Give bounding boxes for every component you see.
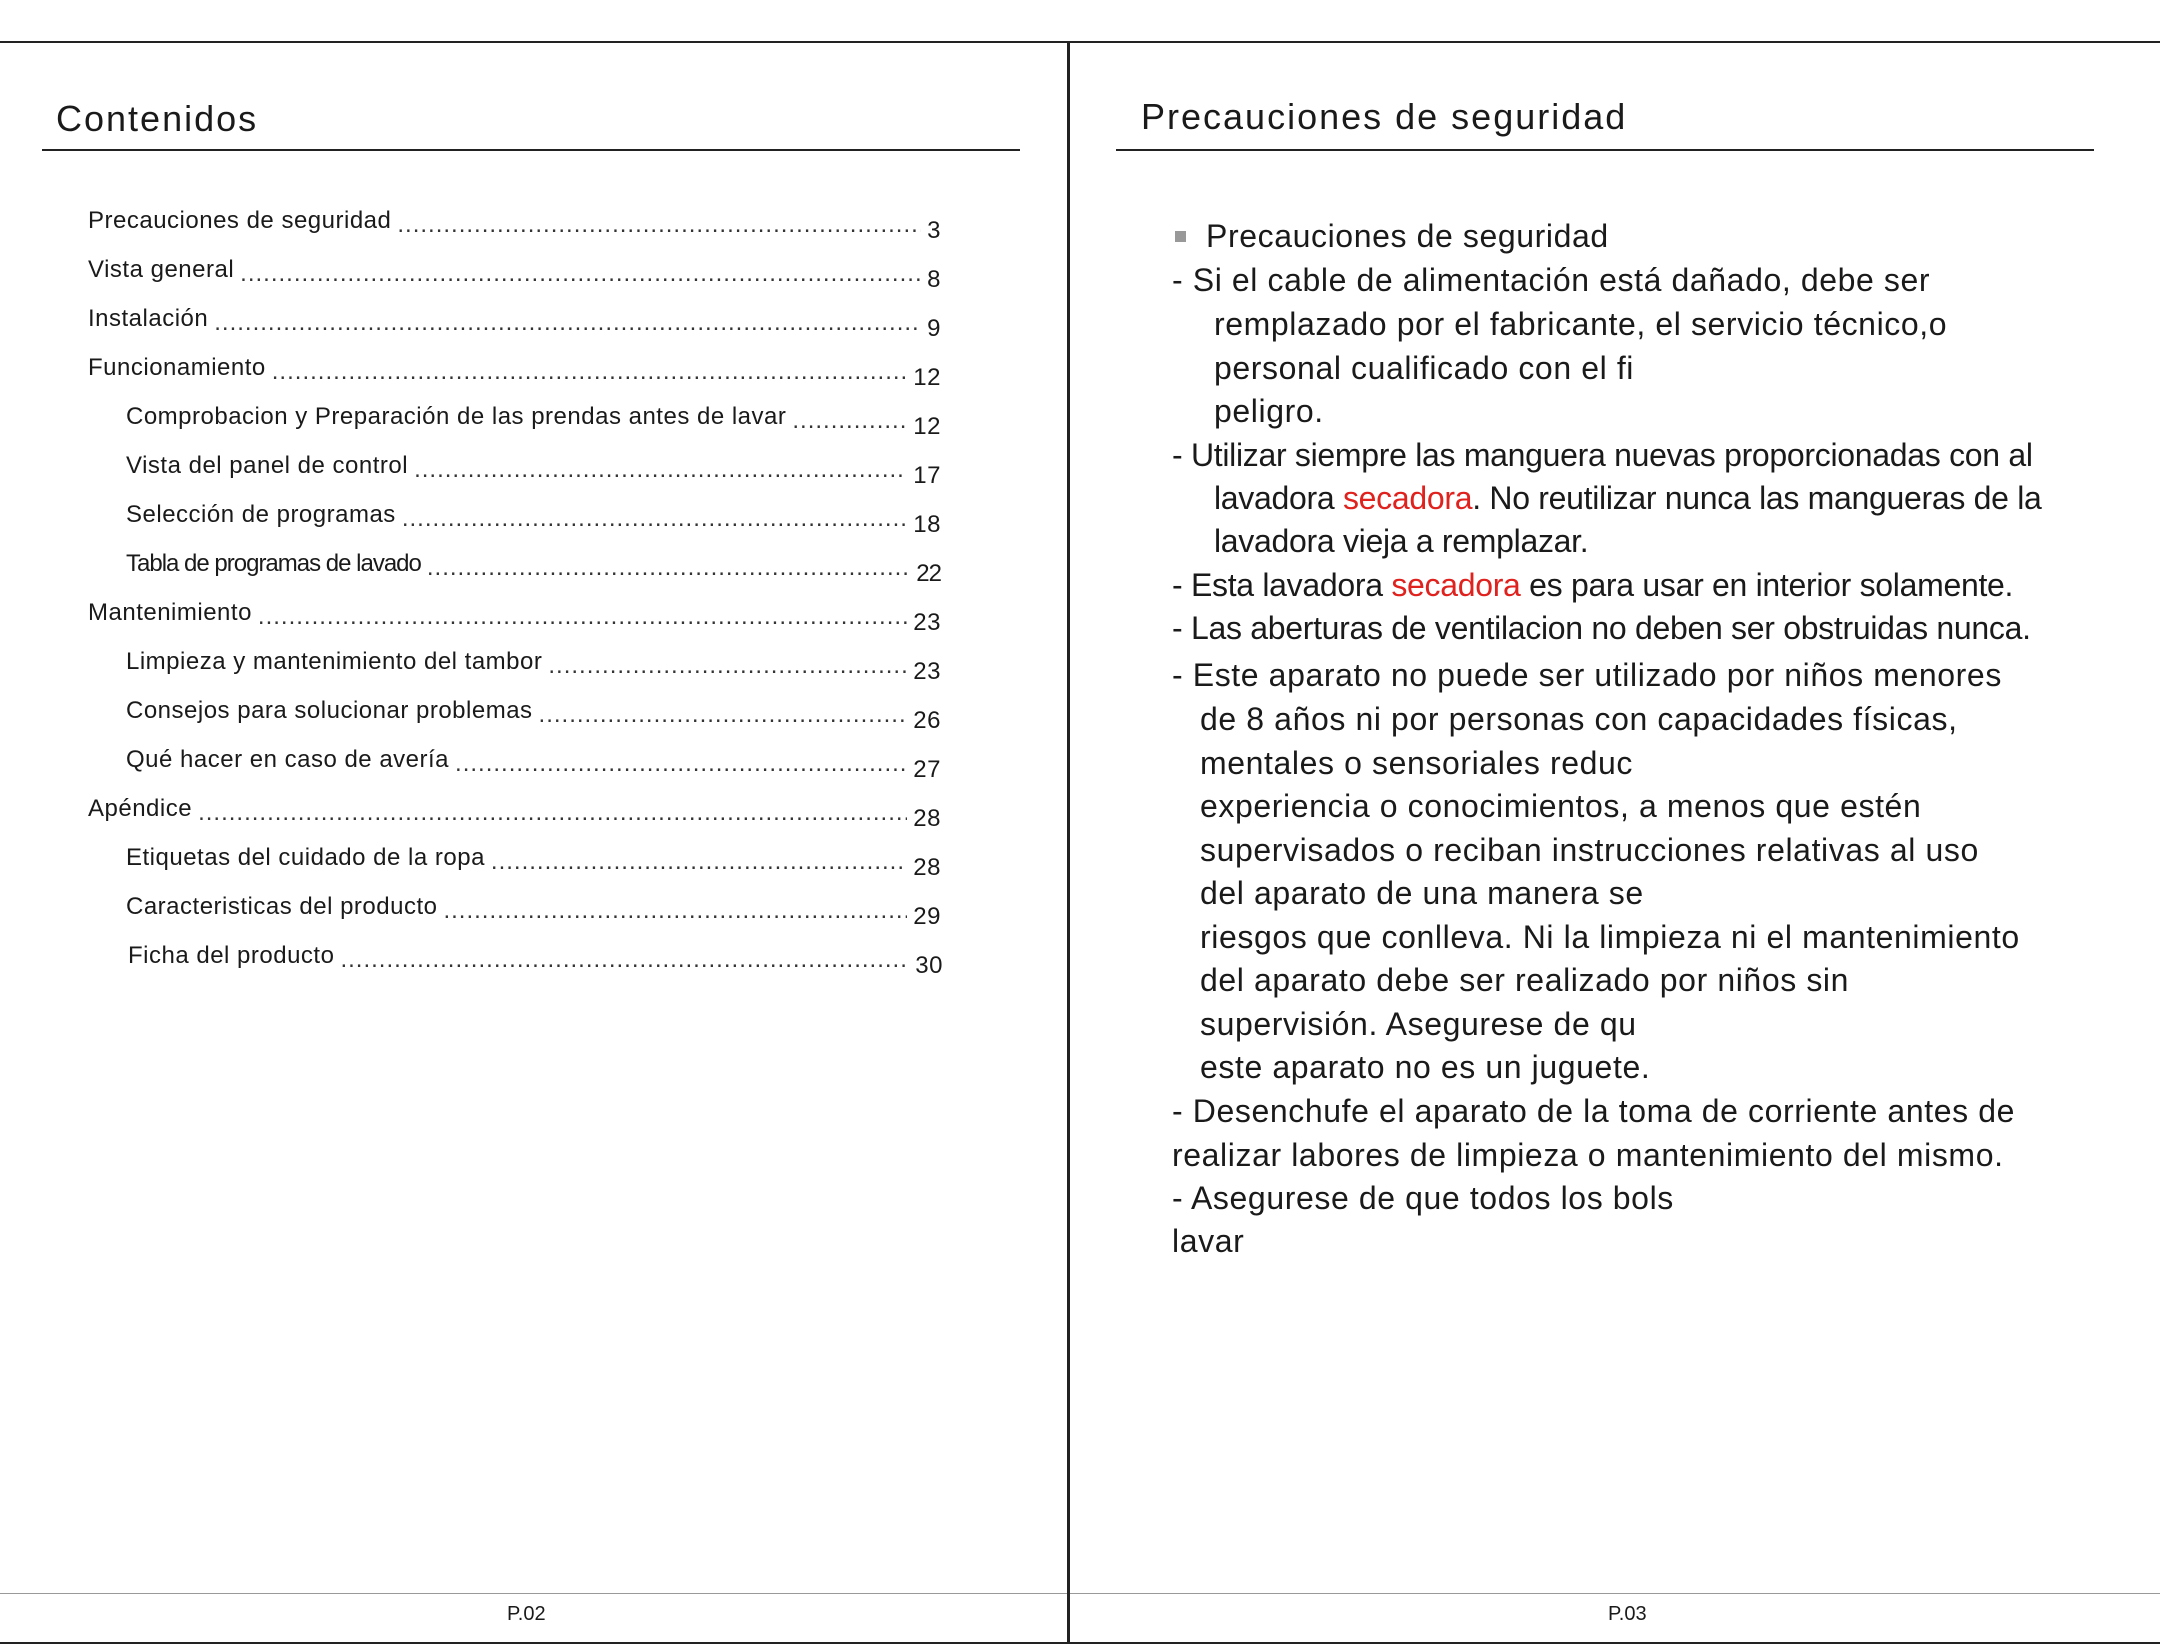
contents-underline [42,149,1020,151]
toc-page-number: 17 [913,462,941,489]
toc-page-number: 28 [913,805,941,832]
toc-leader [402,505,907,533]
toc-entry[interactable] [88,795,941,832]
toc-entry[interactable] [88,354,941,391]
toc-label: Apéndice [88,795,193,822]
text-run: - Esta lavadora [1172,567,1392,603]
toc-page-number: 27 [913,756,941,783]
toc-page-number: 3 [927,217,941,244]
toc-entry[interactable] [126,746,941,783]
text-line: experiencia o conocimientos, a menos que estén [1200,788,1922,824]
text-line [1172,567,2013,604]
toc-label: Instalación [88,305,209,332]
toc-leader [397,211,921,239]
toc-label: Comprobacion y Preparación de las prendas antes de lavar [126,403,787,430]
text-line: del aparato de una manera se [1200,875,1644,911]
top-rule [0,41,2160,43]
toc-leader [340,946,909,974]
toc-leader [491,848,907,876]
text-line: - Desenchufe el aparato de la toma de corriente antes de [1172,1093,2015,1129]
text-line: - Asegurese de que todos los bols [1172,1180,1674,1216]
text-line: este aparato no es un juguete. [1200,1049,1651,1085]
toc-entry[interactable] [88,256,941,293]
toc-page-number: 26 [913,707,941,734]
text-line: del aparato debe ser realizado por niños sin [1200,962,1850,998]
safety-heading: Precauciones de seguridad [1141,96,1628,137]
toc-label: Vista del panel de control [126,452,409,479]
toc-entry[interactable] [88,305,941,342]
text-run: es para usar en interior solamente. [1520,567,2014,603]
text-line: supervisión. Asegurese de qu [1200,1006,1637,1042]
toc-page-number: 12 [913,364,941,391]
toc-label: Etiquetas del cuidado de la ropa [126,844,485,871]
text-line: - Este aparato no puede ser utilizado por niños menores [1172,657,2002,693]
toc-label: Caracteristicas del producto [126,893,438,920]
page-divider [1067,42,1070,1643]
toc-entry[interactable] [126,648,941,685]
toc-leader [414,456,907,484]
toc-page-number: 23 [913,609,941,636]
toc-entry[interactable] [126,893,941,930]
toc-leader [443,897,907,925]
text-line: remplazado por el fabricante, el servicio técnico,o [1214,306,1948,342]
contents-heading: Contenidos [56,98,259,139]
toc-page-number: 22 [916,560,941,587]
highlight-secadora: secadora [1342,480,1473,516]
toc-label: Selección de programas [126,501,396,528]
safety-subheading [1175,218,1609,255]
toc-label: Tabla de programas de lavado [126,550,421,577]
toc-leader [455,750,907,778]
toc-entry[interactable] [126,550,941,587]
toc-entry[interactable] [126,452,941,489]
highlight-secadora: secadora [1391,567,1521,603]
toc-label: Qué hacer en caso de avería [126,746,450,773]
toc-leader [214,309,921,337]
toc-label: Limpieza y mantenimiento del tambor [126,648,543,675]
toc-label: Consejos para solucionar problemas [126,697,533,724]
page-number-left: P.02 [507,1603,546,1625]
toc-page-number: 28 [913,854,941,881]
text-line: de 8 años ni por personas con capacidades físicas, [1200,701,1958,737]
text-line: realizar labores de limpieza o mantenimiento del mismo. [1172,1137,2004,1173]
text-line: - Las aberturas de ventilacion no deben ser obstruidas nunca. [1172,610,2031,646]
text-line: personal cualificado con el fi [1214,350,1635,386]
toc-leader [539,701,908,729]
toc-page-number: 8 [927,266,941,293]
toc-entry[interactable] [126,403,941,440]
footer-rule [0,1593,2160,1594]
toc-entry[interactable] [126,844,941,881]
toc-page-number: 9 [927,315,941,342]
toc-leader [792,407,907,435]
toc-page-number: 29 [913,903,941,930]
text-line: riesgos que conlleva. Ni la limpieza ni el mantenimiento [1200,919,2020,955]
toc-entry[interactable] [126,697,941,734]
toc-label: Funcionamiento [88,354,266,381]
text-run: lavadora [1214,480,1343,516]
text-line: peligro. [1214,393,1324,429]
toc-leader [548,652,907,680]
square-bullet-icon [1175,231,1186,242]
subheading-text: Precauciones de seguridad [1206,218,1609,254]
toc-entry[interactable] [88,207,941,244]
text-line: lavar [1172,1223,1245,1259]
toc-leader [258,603,907,631]
toc-entry[interactable] [126,501,941,538]
toc-leader [240,260,921,288]
text-line [1214,480,2042,517]
text-line: mentales o sensoriales reduc [1200,745,1634,781]
toc-page-number: 12 [913,413,941,440]
toc-label: Ficha del producto [128,942,335,969]
text-line: supervisados o reciban instrucciones relativas al uso [1200,832,1979,868]
text-line: lavadora vieja a remplazar. [1214,523,1589,559]
toc-label: Precauciones de seguridad [88,207,392,234]
safety-underline [1116,149,2094,151]
toc-leader [198,799,907,827]
text-line: - Si el cable de alimentación está dañado, debe ser [1172,262,1931,298]
toc-label: Mantenimiento [88,599,252,626]
toc-page-number: 30 [915,952,943,979]
toc-leader [427,554,910,582]
toc-leader [272,358,908,386]
text-run: . No reutilizar nunca las mangueras de la [1472,480,2042,516]
toc-label: Vista general [88,256,235,283]
text-line: - Utilizar siempre las manguera nuevas proporcionadas con al [1172,437,2033,473]
toc-page-number: 18 [913,511,941,538]
toc-entry[interactable] [128,942,943,979]
toc-entry[interactable] [88,599,941,636]
page-number-right: P.03 [1608,1603,1647,1625]
toc-page-number: 23 [913,658,941,685]
